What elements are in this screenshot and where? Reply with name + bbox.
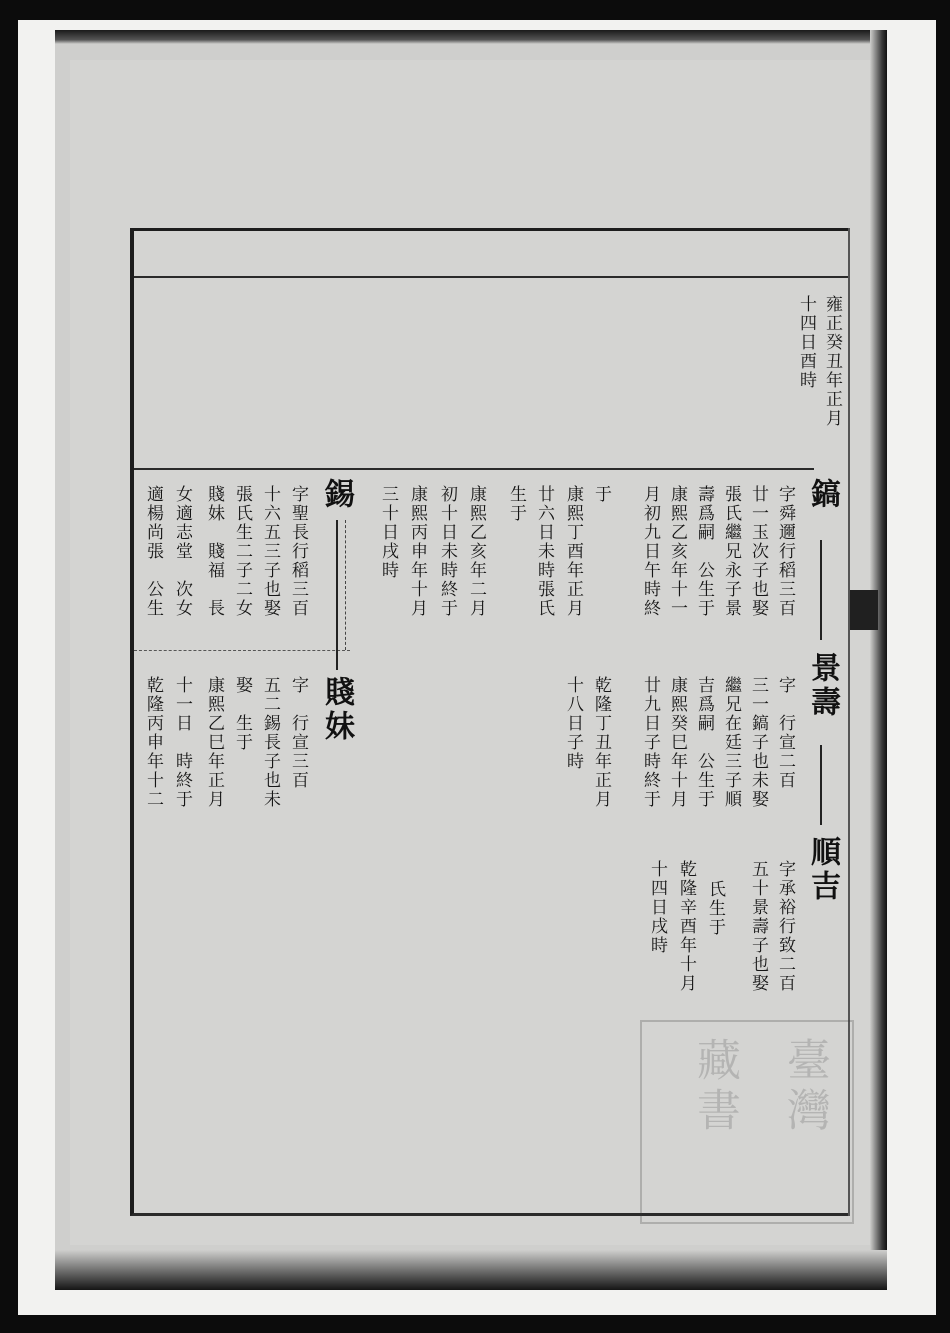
xi-col-1: 字聖長行稻三百 — [288, 485, 308, 618]
gao-col-8: 康熙丁酉年正月 — [563, 485, 583, 618]
gao-col-12: 初十日未時終于 — [437, 485, 457, 618]
name-shunji: 順吉 — [805, 836, 840, 904]
xi-col-6: 適楊尚張 公生 — [143, 485, 163, 618]
jianmei-col-5: 十一日 時終于 — [172, 676, 192, 809]
gao-col-1: 字舜邇行稻三百 — [775, 485, 795, 618]
jianmei-col-2: 五二錫長子也未 — [260, 676, 280, 809]
name-jingshou: 景壽 — [805, 652, 840, 720]
jianmei-col-1: 字 行宣三百 — [288, 676, 308, 790]
xi-col-4: 賤妹 賤福 長 — [204, 485, 224, 618]
jianmei-col-6: 乾隆丙申年十二 — [143, 676, 163, 809]
photo-bottom-edge — [55, 1250, 887, 1290]
dashed-divider — [345, 520, 346, 650]
top-entry-col2: 十四日酉時 — [796, 295, 816, 390]
jingshou-col-6: 廿九日子時終于 — [640, 676, 660, 809]
jingshou-col-2: 三一鎬子也未娶 — [748, 676, 768, 809]
shunji-col-2: 五十景壽子也娶 — [748, 860, 768, 993]
jianmei-col-4: 康熙乙巳年正月 — [204, 676, 224, 809]
gao-col-9: 廿六日未時張氏 — [534, 485, 554, 618]
shunji-col-4: 乾隆辛酉年十月 — [676, 860, 696, 993]
tree-line-gao-jingshou — [820, 540, 822, 640]
shunji-col-1: 字承裕行致二百 — [775, 860, 795, 993]
gao-col-5: 康熙乙亥年十一 — [667, 485, 687, 618]
seal-text-1: 臺灣 — [779, 1037, 830, 1137]
jingshou-col-4: 吉爲嗣 公生于 — [694, 676, 714, 809]
gao-col-13: 康熙丙申年十月 — [407, 485, 427, 618]
jingshou-col-5: 康熙癸巳年十月 — [667, 676, 687, 809]
generation-rule — [134, 468, 814, 470]
xi-col-3: 張氏生二子二女 — [232, 485, 252, 618]
gao-col-4: 壽爲嗣 公生于 — [694, 485, 714, 618]
jingshou-col-7: 乾隆丁丑年正月 — [591, 676, 611, 809]
jingshou-col-1: 字 行宣二百 — [775, 676, 795, 790]
binding-tab — [850, 590, 878, 630]
library-seal — [640, 1020, 854, 1224]
gao-col-11: 康熙乙亥年二月 — [466, 485, 486, 618]
tree-line-jingshou-shunji — [820, 745, 822, 825]
shunji-col-3: 氏生于 — [705, 880, 725, 937]
name-jianmei: 賤妹 — [319, 676, 354, 744]
dashed-subrule — [134, 650, 350, 651]
tree-line-xi-jianmei — [336, 520, 338, 670]
gao-col-3: 張氏繼兄永子景 — [721, 485, 741, 618]
xi-col-2: 十六五三子也娶 — [260, 485, 280, 618]
jianmei-col-3: 娶 生于 — [232, 676, 252, 752]
gao-col-10: 生于 — [506, 485, 526, 523]
jingshou-col-8: 十八日子時 — [563, 676, 583, 771]
gao-col-2: 廿一玉次子也娶 — [748, 485, 768, 618]
xi-col-5: 女適志堂 次女 — [172, 485, 192, 618]
top-rule — [134, 276, 850, 278]
photo-right-edge — [870, 30, 887, 1290]
gao-col-6: 月初九日午時終 — [640, 485, 660, 618]
gao-col-7: 于 — [591, 485, 611, 504]
name-gao: 鎬 — [805, 478, 840, 512]
photo-top-edge — [55, 30, 887, 44]
gao-col-14: 三十日戌時 — [378, 485, 398, 580]
top-entry-col1: 雍正癸丑年正月 — [822, 295, 842, 428]
jingshou-col-3: 繼兄在廷三子順 — [721, 676, 741, 809]
seal-text-2: 藏書 — [689, 1037, 740, 1137]
shunji-col-5: 十四日戌時 — [647, 860, 667, 955]
name-xi: 錫 — [319, 478, 354, 512]
